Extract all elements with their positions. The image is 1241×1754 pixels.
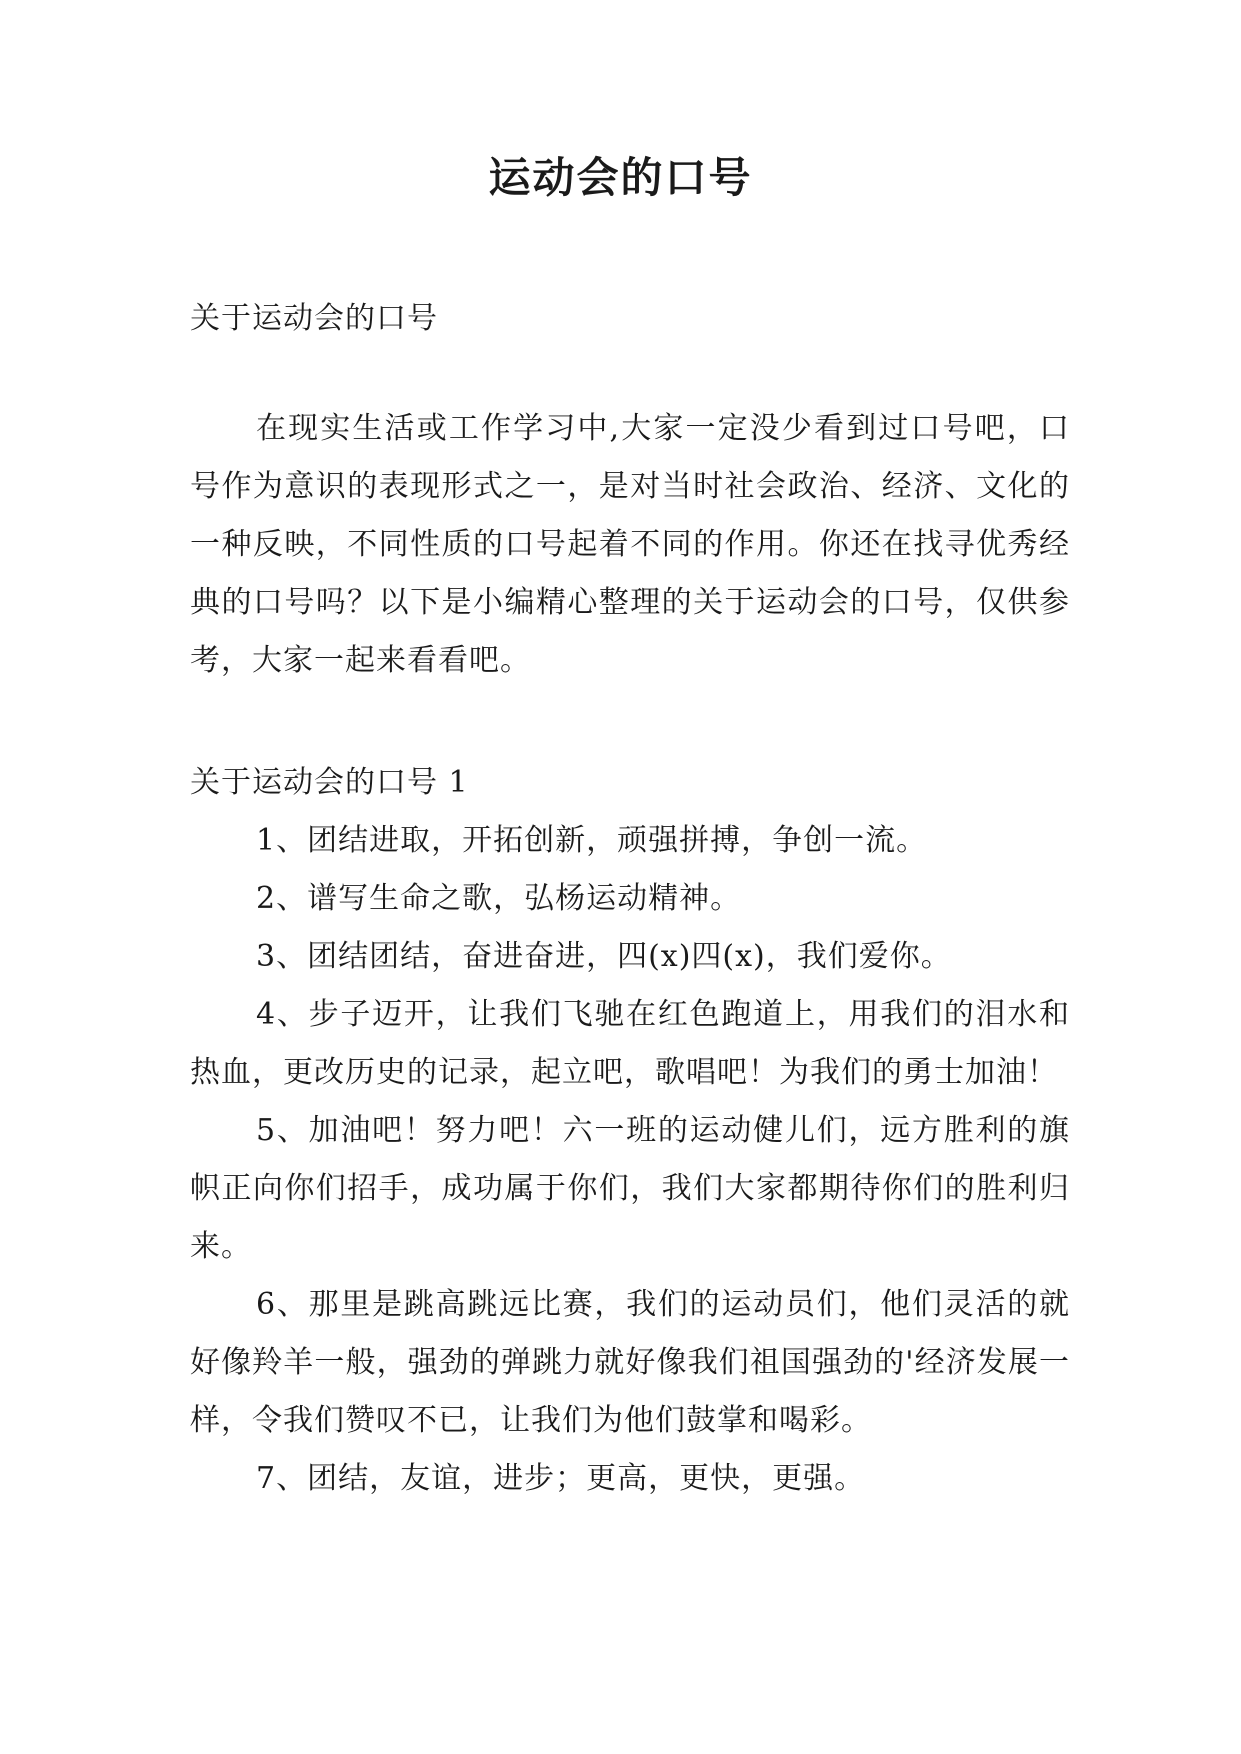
document-title: 运动会的口号 <box>488 153 753 202</box>
intro-paragraph: 在现实生活或工作学习中,大家一定没少看到过口号吧，口号作为意识的表现形式之一，是对当时社会政治、经济、文化的一种反映，不同性质的口号起着不同的作用。你还在找寻优秀经典的口号吗？以下是小编精心整理的关于运动会的口号，仅供参考，大家一起来看看吧。 <box>190 411 1070 678</box>
document-subtitle: 关于运动会的口号 <box>190 301 438 336</box>
slogan-item: 1、团结进取，开拓创新，顽强拼搏，争创一流。 <box>256 823 928 858</box>
slogan-item: 2、谱写生命之歌，弘杨运动精神。 <box>256 881 742 916</box>
slogan-item: 6、那里是跳高跳远比赛，我们的运动员们，他们灵活的就好像羚羊一般，强劲的弹跳力就好像我们祖国强劲的'经济发展一样，令我们赞叹不已，让我们为他们鼓掌和喝彩。 <box>190 1287 1070 1438</box>
section-heading: 关于运动会的口号 1 <box>190 765 469 800</box>
slogan-item: 5、加油吧！努力吧！六一班的运动健儿们，远方胜利的旗帜正向你们招手，成功属于你们，我们大家都期待你们的胜利归来。 <box>190 1113 1070 1264</box>
slogan-list <box>190 812 1070 1508</box>
slogan-item: 4、步子迈开，让我们飞驰在红色跑道上，用我们的泪水和热血，更改历史的记录，起立吧，歌唱吧！为我们的勇士加油！ <box>190 997 1070 1090</box>
slogan-item: 3、团结团结，奋进奋进，四(x)四(x)，我们爱你。 <box>256 939 952 974</box>
slogan-item: 7、团结，友谊，进步；更高，更快，更强。 <box>256 1461 866 1496</box>
